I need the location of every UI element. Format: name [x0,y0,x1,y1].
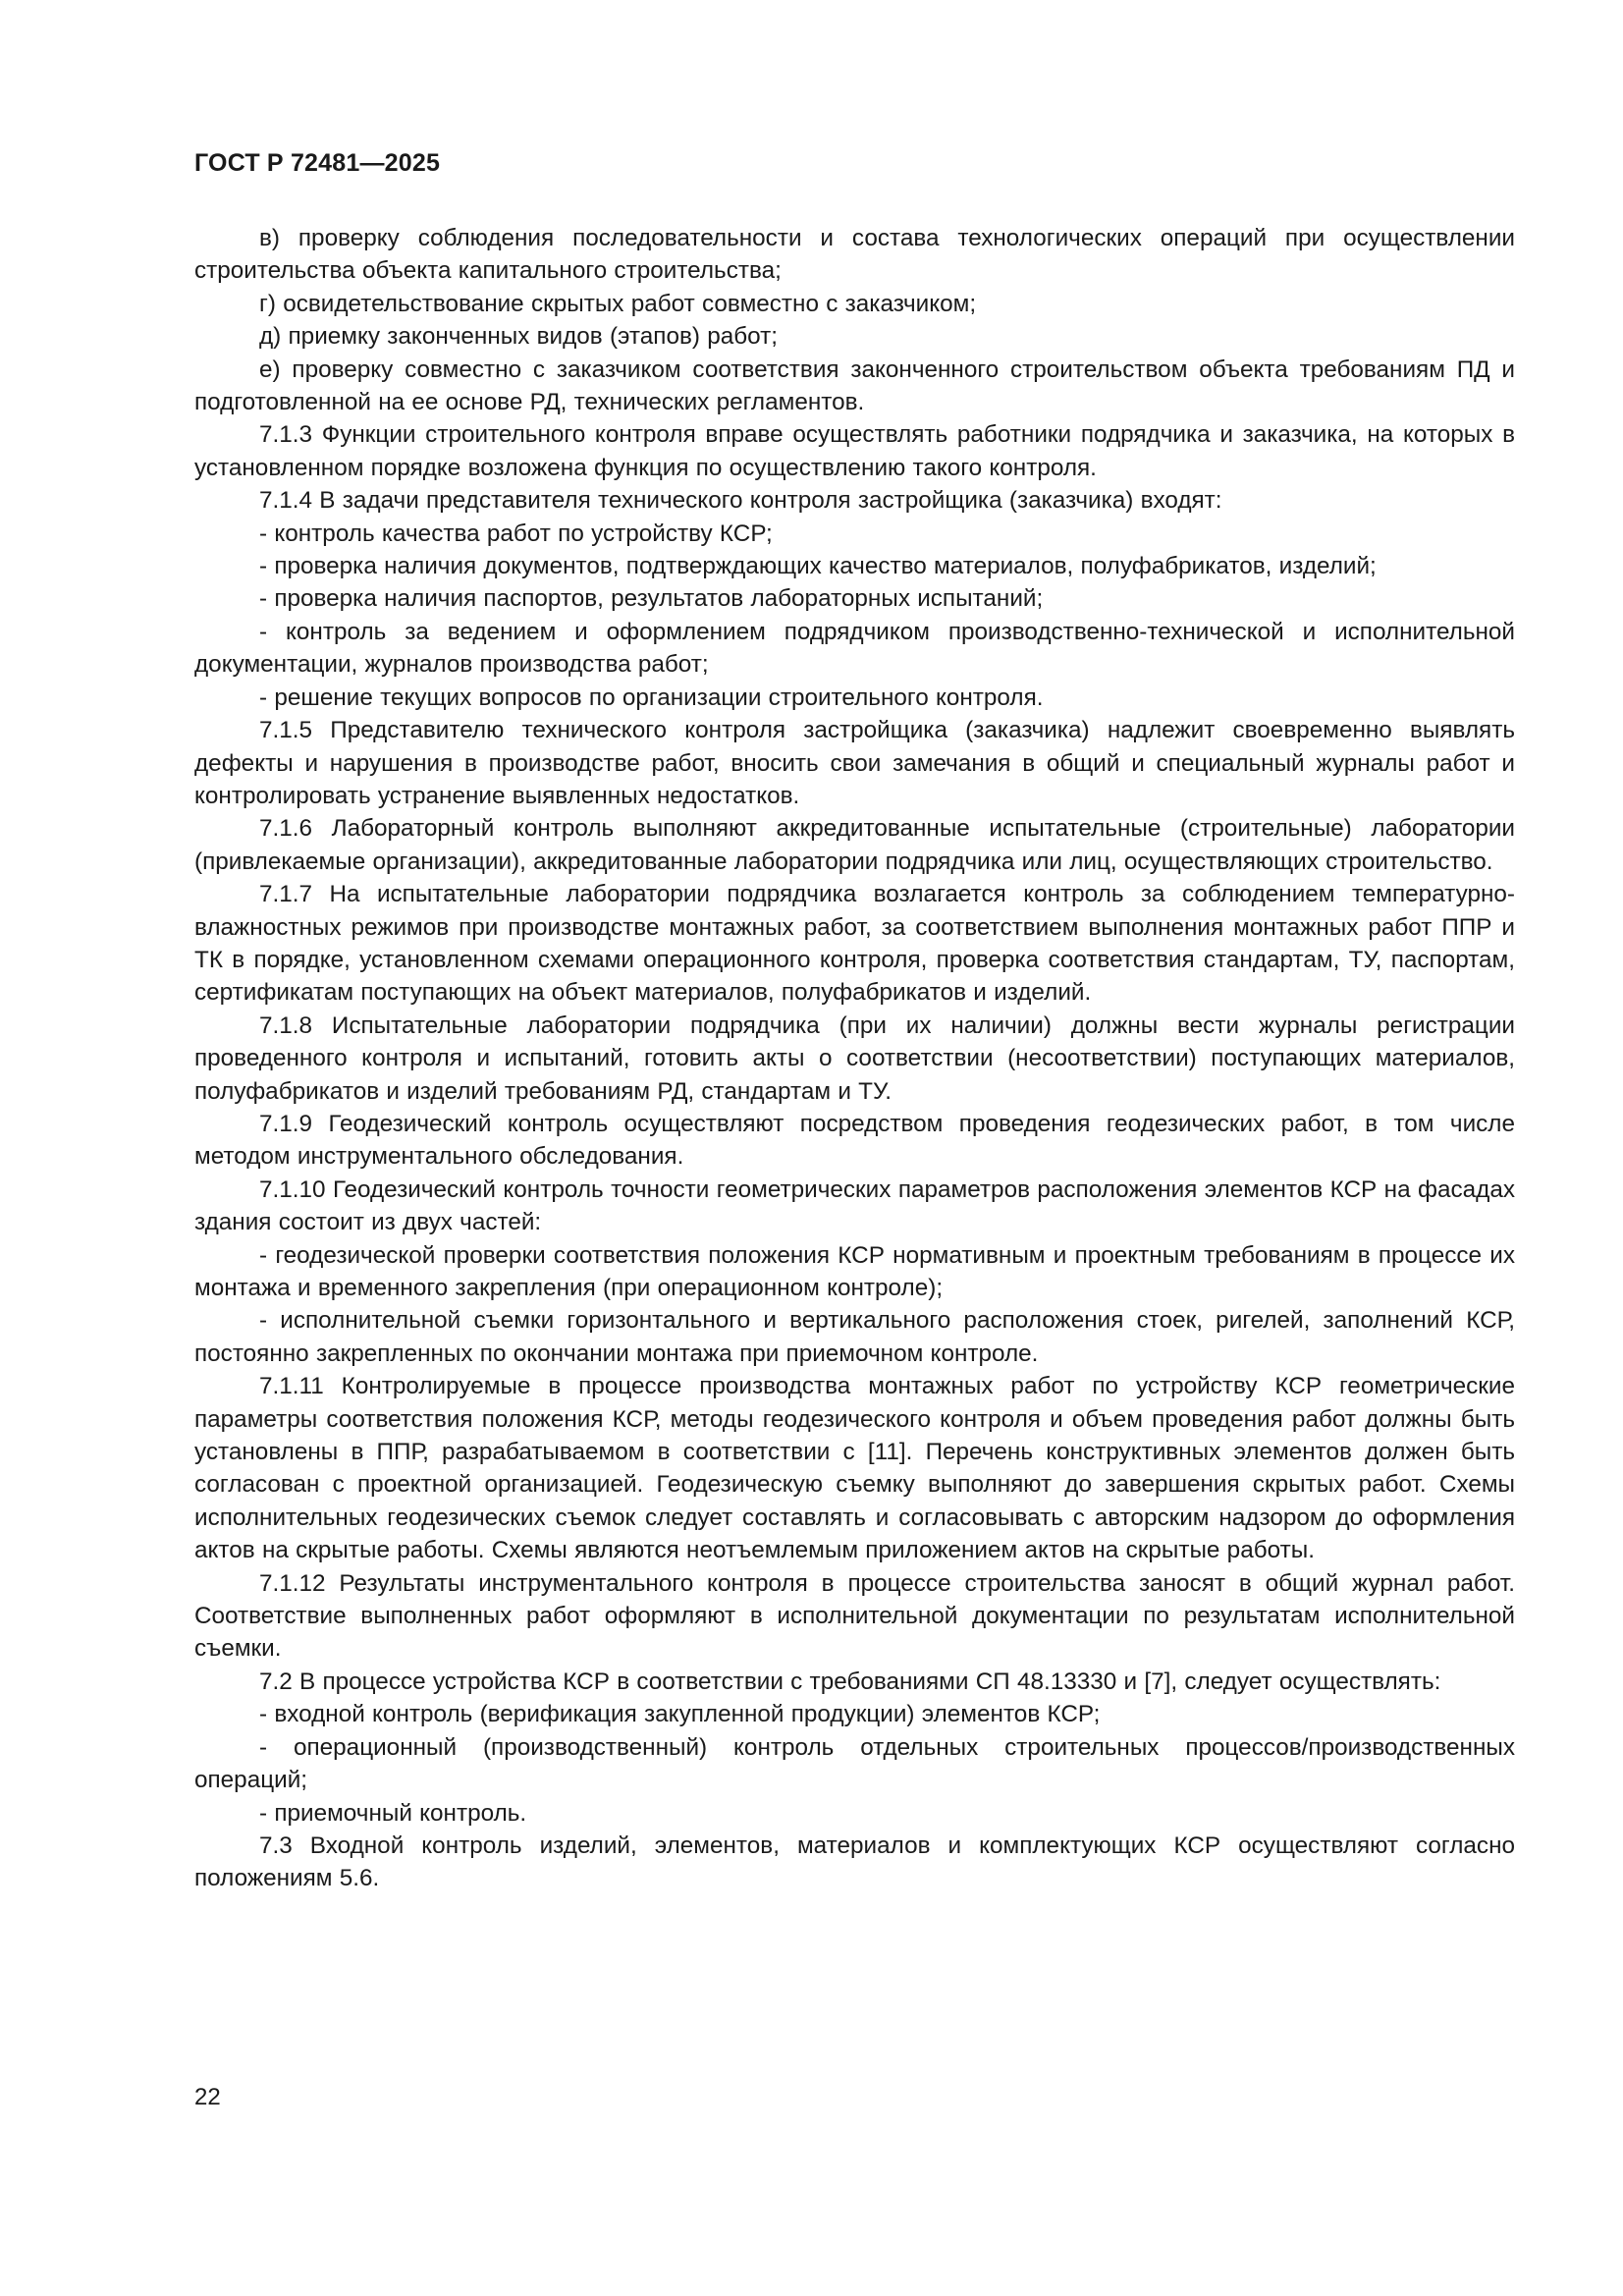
paragraph-7-1-11: 7.1.11 Контролируемые в процессе производства монтажных работ по устройству КСР геометрические параметры соответствия положения КСР, методы геодезического контроля и объем проведения работ должны быть установлены в ППР, разрабатываемом в соответствии с [11]. Перечень конструктивных элементов должен быть согласован с проектной организацией. Геодезическую съемку выполняют до завершения скрытых работ. Схемы исполнительных геодезических съемок следует составлять и согласовывать с авторским надзором до оформления актов на скрытые работы. Схемы являются неотъемлемым приложением актов на скрытые работы. [194,1373,1515,1564]
list-item: - контроль качества работ по устройству КСР; [259,519,773,547]
document-header: ГОСТ Р 72481—2025 [194,149,441,177]
list-item: - геодезической проверки соответствия положения КСР нормативным и проектным требованиям в процессе их монтажа и временного закрепления (при операционном контроле); [194,1241,1515,1301]
list-item: - контроль за ведением и оформлением подрядчиком производственно-технической и исполнительной документации, журналов производства работ; [194,618,1515,679]
paragraph-7-1-6: 7.1.6 Лабораторный контроль выполняют аккредитованные испытательные (строительные) лаборатории (привлекаемые организации), аккредитованные лаборатории подрядчика или лиц, осуществляющих строительство. [194,815,1515,875]
paragraph-7-1-10: 7.1.10 Геодезический контроль точности геометрических параметров расположения элементов КСР на фасадах здания состоит из двух частей: [194,1175,1515,1236]
paragraph-7-1-3: 7.1.3 Функции строительного контроля вправе осуществлять работники подрядчика и заказчика, на которых в установленном порядке возложена функция по осуществлению такого контроля. [194,421,1515,481]
list-item: - входной контроль (верификация закупленной продукции) элементов КСР; [259,1701,1101,1728]
list-item: - проверка наличия паспортов, результатов лабораторных испытаний; [259,585,1044,613]
list-item: - исполнительной съемки горизонтального и вертикального расположения стоек, ригелей, заполнений КСР, постоянно закрепленных по окончании монтажа при приемочном контроле. [194,1307,1515,1367]
paragraph-7-2: 7.2 В процессе устройства КСР в соответствии с требованиями СП 48.13330 и [7], следует осуществлять: [259,1667,1441,1695]
paragraph-7-1-12: 7.1.12 Результаты инструментального контроля в процессе строительства заносят в общий журнал работ. Соответствие выполненных работ оформляют в исполнительной документации по результатам исполнительной съемки. [194,1569,1515,1663]
list-item: - решение текущих вопросов по организации строительного контроля. [259,683,1044,711]
paragraph-7-1-5: 7.1.5 Представителю технического контроля застройщика (заказчика) надлежит своевременно выявлять дефекты и нарушения в производстве работ, вносить свои замечания в общий и специальный журналы работ и контролировать устранение выявленных недостатков. [194,717,1515,809]
list-item: - приемочный контроль. [259,1799,527,1827]
paragraph-item-d: д) приемку законченных видов (этапов) работ; [259,323,779,351]
page-number: 22 [194,2084,221,2110]
paragraph-7-3: 7.3 Входной контроль изделий, элементов, материалов и комплектующих КСР осуществляют согласно положениям 5.6. [194,1831,1515,1892]
paragraph-7-1-8: 7.1.8 Испытательные лаборатории подрядчика (при их наличии) должны вести журналы регистрации проведенного контроля и испытаний, готовить акты о соответствии (несоответствии) поступающих материалов, полуфабрикатов и изделий требованиям РД, стандартам и ТУ. [194,1011,1515,1105]
paragraph-item-e: е) проверку совместно с заказчиком соответствия законченного строительством объекта требованиям ПД и подготовленной на ее основе РД, технических регламентов. [194,355,1515,416]
list-item: - операционный (производственный) контроль отдельных строительных процессов/производственных операций; [194,1733,1515,1794]
paragraph-item-v: в) проверку соблюдения последовательности и состава технологических операций при осуществлении строительства объекта капитального строительства; [194,225,1515,285]
paragraph-7-1-7: 7.1.7 На испытательные лаборатории подрядчика возлагается контроль за соблюдением температурно-влажностных режимов при производстве монтажных работ, за соответствием выполнения монтажных работ ППР и ТК в порядке, установленном схемами операционного контроля, проверка соответствия стандартам, ТУ, паспортам, сертификатам поступающих на объект материалов, полуфабрикатов и изделий. [194,881,1515,1007]
paragraph-item-g: г) освидетельствование скрытых работ совместно с заказчиком; [259,290,977,317]
paragraph-7-1-9: 7.1.9 Геодезический контроль осуществляют посредством проведения геодезических работ, в том числе методом инструментального обследования. [194,1110,1515,1171]
paragraph-7-1-4: 7.1.4 В задачи представителя технического контроля застройщика (заказчика) входят: [259,487,1222,515]
list-item: - проверка наличия документов, подтверждающих качество материалов, полуфабрикатов, изделий; [259,553,1377,580]
document-body [194,222,1515,1895]
